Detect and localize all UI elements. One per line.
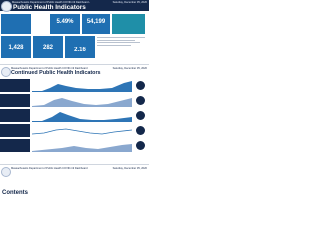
page-title: Public Health Indicators (13, 3, 86, 11)
metric-row-1 (0, 79, 30, 92)
status-icon (136, 111, 145, 120)
header-date: Saturday, December 05, 2020 (112, 67, 147, 70)
page-2 (0, 66, 149, 163)
seal-logo (1, 1, 12, 12)
trend-chart-5 (32, 139, 132, 152)
page-divider-1 (0, 64, 149, 65)
header-date: Saturday, December 05, 2020 (112, 167, 147, 170)
page-3 (0, 166, 149, 198)
indicator-card-2 (50, 14, 80, 34)
metric-row-4 (0, 124, 30, 137)
header-date: Saturday, December 05, 2020 (112, 0, 147, 4)
header-dept: Massachusetts Department of Public Health COVID-19 Dashboard - (12, 0, 91, 4)
indicator-card-2-value: 5.49% (56, 19, 74, 25)
indicator-card-7 (65, 47, 95, 58)
metric-row-2 (0, 94, 30, 107)
page-title: Continued Public Health Indicators (11, 70, 101, 76)
page-1 (0, 0, 149, 63)
indicator-card-3 (82, 14, 110, 34)
status-icon (136, 126, 145, 135)
trend-chart-4 (32, 124, 132, 137)
trend-chart-3 (32, 109, 132, 122)
indicator-card-1 (1, 14, 31, 34)
metric-row-5 (0, 139, 30, 152)
indicator-card-3-value: 54,199 (86, 19, 106, 25)
indicator-card-4 (1, 36, 31, 58)
header-dept: Massachusetts Department of Public Health COVID-19 Dashboard (11, 167, 88, 170)
indicator-card-5-value: 282 (42, 45, 53, 51)
trend-chart-1 (32, 79, 132, 92)
indicator-card-4-value: 1,428 (8, 45, 24, 51)
indicator-card-teal (112, 14, 145, 34)
header-dept: Massachusetts Department of Public Health COVID-19 Dashboard (11, 67, 88, 70)
seal-logo (1, 67, 11, 77)
indicator-card-7-value: 2.16 (74, 47, 86, 53)
status-icon (136, 96, 145, 105)
trend-chart-2 (32, 94, 132, 107)
status-icon (136, 141, 145, 150)
status-icon (136, 81, 145, 90)
section-title: Contents (2, 190, 28, 196)
seal-logo (1, 167, 11, 177)
notes-text (97, 37, 145, 55)
page-divider-2 (0, 164, 149, 165)
metric-row-3 (0, 109, 30, 122)
indicator-card-5 (33, 36, 63, 58)
